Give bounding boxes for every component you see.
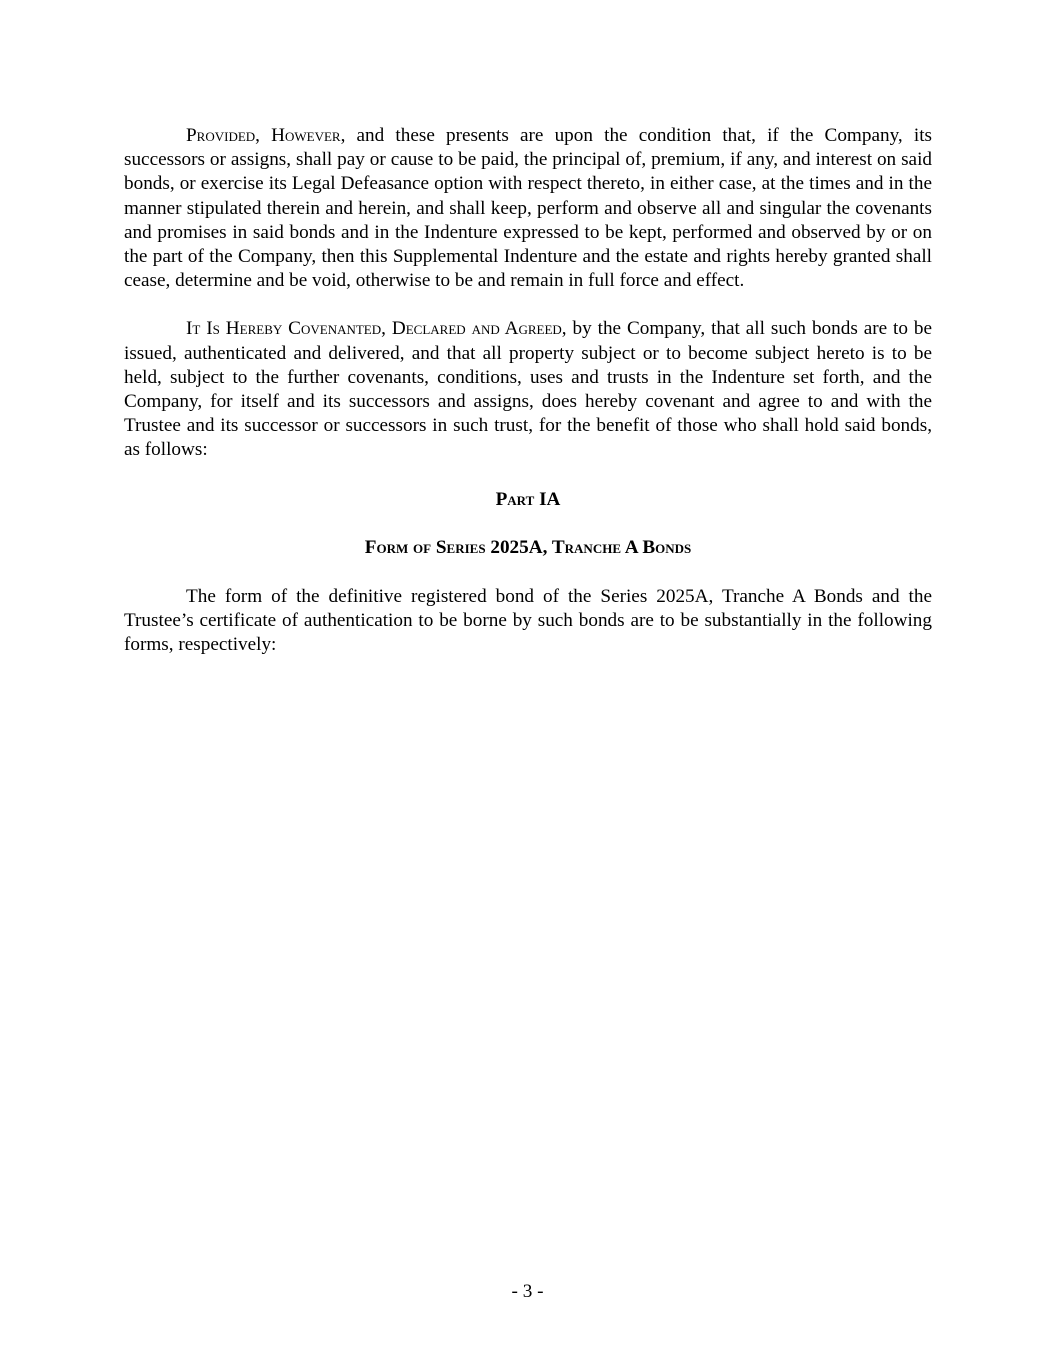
provided-separator: , (255, 125, 272, 146)
part-heading: Part IA (495, 488, 561, 510)
provided-however-paragraph (124, 124, 932, 293)
covenant-text: , by the Company, that all such bonds are to be issued, authenticated and delivered, and that all property subject or to become subject hereto is to be held, subject to the further covenants, conditions, uses and trusts in the Indenture set forth, and the Company, for itself and its successors and assigns, does hereby covenant and agree to and with the Trustee and its successor or successors in such trust, for the benefit of those who shall hold said bonds, as follows: (124, 318, 933, 461)
covenant-separator: , (381, 318, 392, 340)
covenanted-lead: It Is Hereby Covenanted (186, 318, 382, 340)
provided-lead: Provided (186, 125, 256, 146)
page-number: - 3 - (511, 1281, 544, 1302)
however-lead: However (271, 125, 341, 146)
covenant-paragraph (124, 317, 932, 462)
form-description-paragraph: The form of the definitive registered bond of the Series 2025A, Tranche A Bonds and the Trustee’s certificate of authentication to be borne by such bonds are to be substantially in the following forms, respectively: (124, 585, 932, 656)
form-heading: Form of Series 2025A, Tranche A Bonds (364, 536, 692, 558)
declared-agreed-lead: Declared and Agreed (391, 318, 562, 340)
document-page (124, 124, 932, 657)
provided-however-text: , and these presents are upon the condition that, if the Company, its successors or assigns, shall pay or cause to be paid, the principal of, premium, if any, and interest on said bonds, or exercise its Legal Defeasance option with respect thereto, in either case, at the times and in the manner stipulated therein and herein, and shall keep, perform and observe all and singular the covenants and promises in said bonds and in the Indenture expressed to be kept, performed and observed by or on the part of the Company, then this Supplemental Indenture and the estate and rights hereby granted shall cease, determine and be void, otherwise to be and remain in full force and effect. (124, 125, 932, 292)
